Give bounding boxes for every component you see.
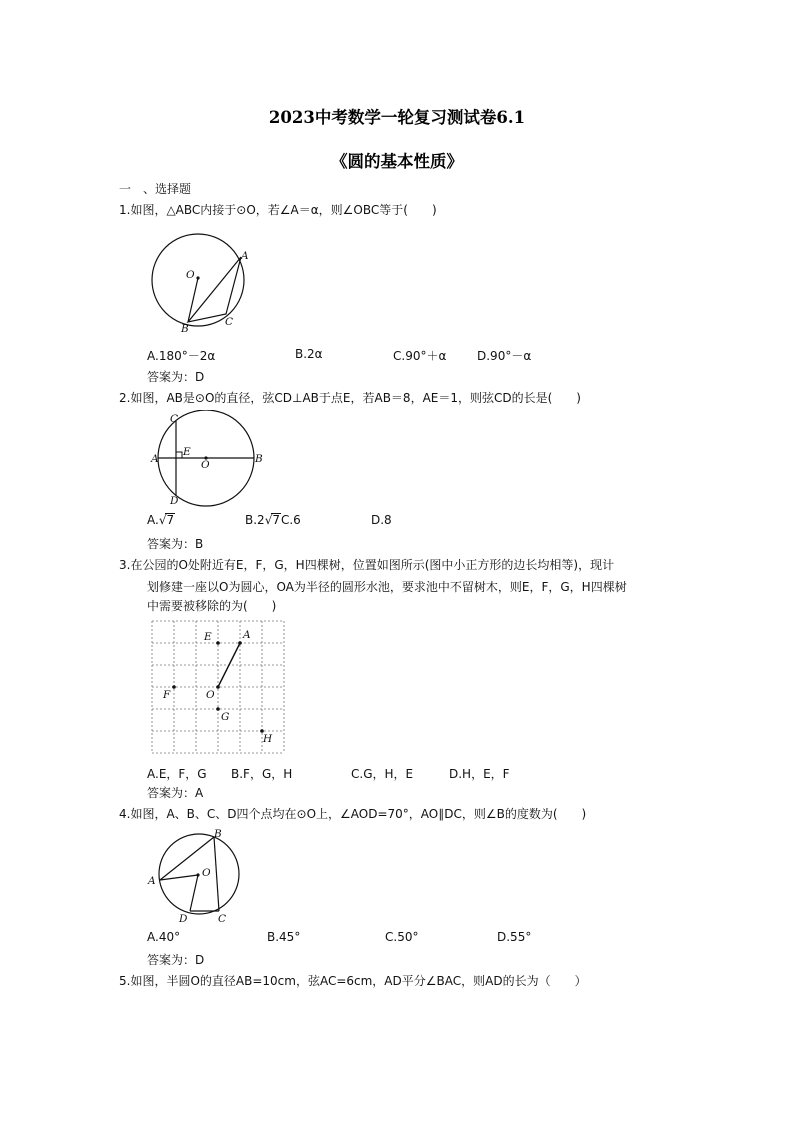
q4-option-a: A.40° — [147, 930, 181, 944]
label-c: C — [225, 316, 234, 328]
q3-option-b: B.F，G，H — [231, 767, 293, 781]
center-dot — [196, 873, 199, 876]
q3-answer: 答案为：A — [147, 786, 204, 800]
question-3-grid-figure — [150, 619, 286, 755]
q1-option-a: A.180°－2α — [147, 349, 216, 363]
label-a: A — [151, 453, 159, 465]
question-1-figure — [148, 232, 260, 336]
question-2-stem: 2.如图，AB是⊙O的直径，弦CD⊥AB于点E，若AB＝8，AE＝1，则弦CD的长是( ) — [119, 391, 581, 405]
label-b: B — [255, 453, 263, 465]
label-e: E — [204, 631, 212, 643]
question-2-figure — [148, 410, 266, 508]
q4-option-c: C.50° — [385, 930, 419, 944]
q2-option-b: B.2√7C.6 — [245, 513, 301, 527]
label-e: E — [183, 446, 191, 458]
point-g — [216, 707, 220, 711]
label-o: O — [202, 867, 211, 879]
point-a — [238, 641, 242, 645]
question-1-stem: 1.如图，△ABC内接于⊙O，若∠A＝α，则∠OBC等于( ) — [119, 203, 437, 217]
right-angle-mark — [176, 452, 182, 458]
label-f: F — [163, 689, 171, 701]
label-c: C — [218, 913, 227, 925]
segment-bc — [214, 837, 219, 911]
q2-option-a: A.√7 — [147, 513, 175, 527]
label-b: B — [214, 828, 222, 840]
label-g: G — [221, 711, 230, 723]
label-b: B — [181, 323, 189, 335]
label-a: A — [148, 875, 156, 887]
q4-option-d: D.55° — [497, 930, 532, 944]
page-subtitle: 《圆的基本性质》 — [331, 152, 463, 171]
section-heading: 一 、选择题 — [119, 182, 192, 196]
q1-option-c: C.90°＋α — [393, 349, 447, 363]
label-o: O — [206, 689, 215, 701]
q4-answer: 答案为：D — [147, 953, 205, 967]
label-o: O — [201, 459, 210, 471]
page-title: 2023中考数学一轮复习测试卷6.1 — [268, 108, 526, 127]
q1-answer: 答案为：D — [147, 370, 205, 384]
label-c: C — [170, 413, 179, 425]
segment-od — [190, 875, 198, 911]
label-a: A — [241, 250, 249, 262]
q1-option-b: B.2α — [295, 347, 323, 361]
question-5-stem: 5.如图，半圆O的直径AB=10cm，弦AC=6cm，AD平分∠BAC，则AD的长为（ ） — [119, 974, 587, 988]
q4-option-b: B.45° — [267, 930, 301, 944]
point-f — [172, 685, 176, 689]
q3-option-d: D.H，E，F — [449, 767, 510, 781]
point-o — [216, 685, 220, 689]
q2-answer: 答案为：B — [147, 537, 204, 551]
point-e — [216, 641, 220, 645]
q2-option-d: D.8 — [371, 513, 392, 527]
q1-option-d: D.90°－α — [477, 349, 532, 363]
q3-option-c: C.G，H，E — [351, 767, 414, 781]
question-4-stem: 4.如图，A、B、C、D四个点均在⊙O上，∠AOD=70°，AO∥DC，则∠B的度数为( ) — [119, 807, 587, 821]
question-3-stem-line-1: 3.在公园的O处附近有E，F，G，H四棵树，位置如图所示(图中小正方形的边长均相等)，现计 — [119, 558, 615, 572]
label-o: O — [186, 269, 195, 281]
question-3-stem-line-2: 划修建一座以O为圆心，OA为半径的圆形水池，要求池中不留树木，则E，F，G，H四棵树 — [147, 580, 627, 594]
label-d: D — [179, 913, 188, 925]
q3-option-a: A.E，F，G — [147, 767, 207, 781]
label-d: D — [170, 495, 179, 507]
label-a: A — [243, 629, 251, 641]
label-h: H — [263, 733, 273, 745]
question-4-figure — [146, 826, 246, 926]
center-dot — [196, 276, 199, 279]
question-3-stem-line-3: 中需要被移除的为( ) — [147, 599, 277, 613]
